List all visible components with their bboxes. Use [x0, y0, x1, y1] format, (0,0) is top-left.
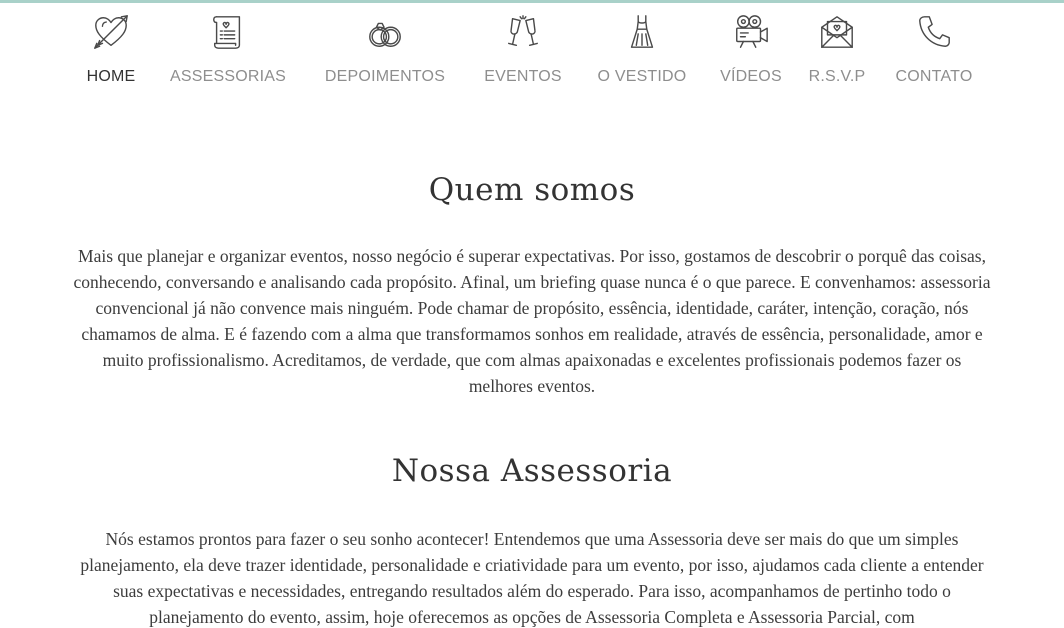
heart-arrow-icon	[91, 10, 131, 54]
about-section	[72, 172, 992, 399]
nav-item-assessorias[interactable]	[169, 10, 287, 92]
nav-item-videos[interactable]	[718, 10, 784, 92]
about-title: Quem somos	[428, 172, 636, 208]
nav-label-depoimentos: DEPOIMENTOS	[324, 68, 446, 85]
nav-item-depoimentos[interactable]	[322, 10, 448, 92]
nav-item-rsvp[interactable]	[808, 10, 866, 92]
nav-label-rsvp: R.S.V.P	[808, 68, 866, 85]
film-camera-icon	[731, 10, 771, 54]
nav-item-o-vestido[interactable]	[596, 10, 688, 92]
assessoria-title: Nossa Assessoria	[391, 453, 673, 489]
wedding-rings-icon	[365, 10, 405, 54]
assessoria-section	[72, 453, 992, 628]
nav-label-assessorias: ASSESSORIAS	[169, 68, 287, 85]
nav-label-eventos: EVENTOS	[484, 68, 562, 85]
wedding-dress-icon	[622, 10, 662, 54]
assessoria-text: Nós estamos prontos para fazer o seu sonho acontecer! Entendemos que uma Assessoria deve ser mais do que um simples planejamento, ela deve trazer identidade, personalidade e criatividade para um evento, por isso, ajudamos cada cliente a entender suas expectativas e necessidades, entregando resultados além do esperado. Para isso, acompanhamos de pertinho todo o planejamento do evento, assim, hoje oferecemos as opções de Assessoria Completa e Assessoria Parcial, com	[80, 529, 984, 627]
nav-item-home[interactable]	[83, 10, 139, 92]
nav-item-contato[interactable]	[892, 10, 976, 92]
nav-label-home: HOME	[86, 68, 136, 85]
envelope-heart-icon	[817, 10, 857, 54]
phone-icon	[914, 10, 954, 54]
nav-label-o-vestido: O VESTIDO	[597, 68, 687, 85]
about-text: Mais que planejar e organizar eventos, nosso negócio é superar expectativas. Por isso, gostamos de descobrir o porquê das coisas, conhecendo, conversando e analisando cada propósito. Afinal, um briefing quase nunca é o que parece. E convenhamos: assessoria convencional já não convence mais ninguém. Pode chamar de propósito, essência, identidade, caráter, intenção, coração, nós chamamos de alma. E é fazendo com a alma que transformamos sonhos em realidade, através de essência, personalidade, amor e muito profissionalismo. Acreditamos, de verdade, que com almas apaixonadas e excelentes profissionais podemos fazer os melhores eventos.	[73, 246, 991, 396]
nav-label-videos: VÍDEOS	[720, 68, 782, 85]
champagne-glasses-icon	[503, 10, 543, 54]
nav-item-eventos[interactable]	[481, 10, 565, 92]
main-navigation	[0, 0, 1064, 100]
scroll-list-icon	[208, 10, 248, 54]
nav-label-contato: CONTATO	[895, 68, 973, 85]
